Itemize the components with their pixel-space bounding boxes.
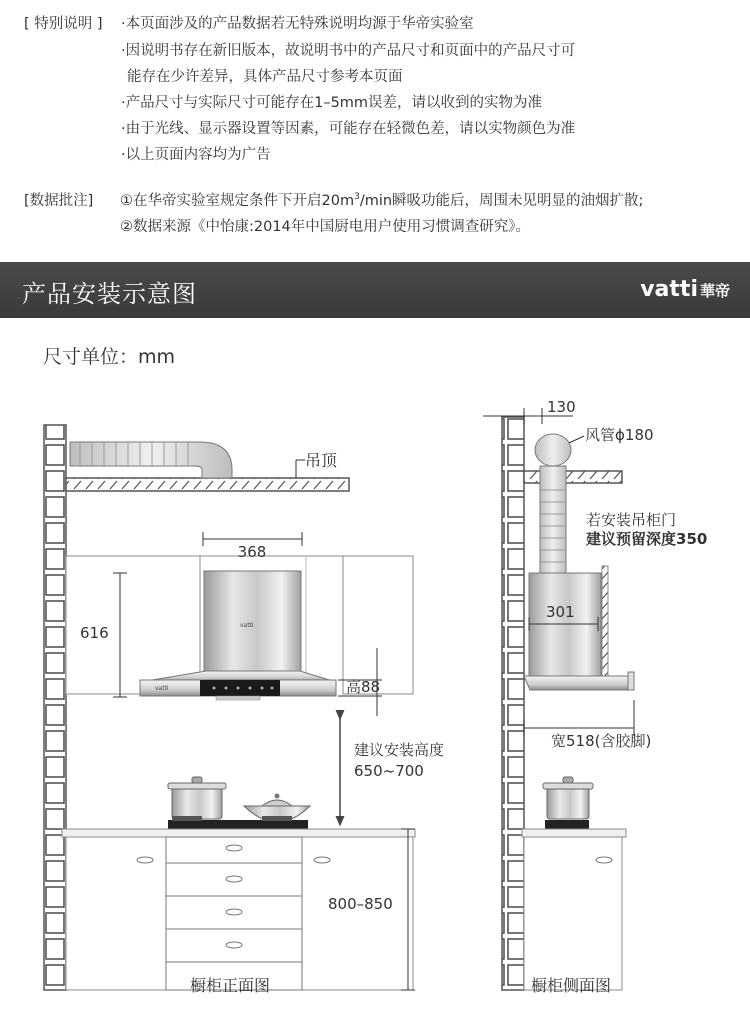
front-install-height-value: 650~700 xyxy=(354,762,424,780)
front-gas-stove xyxy=(168,820,308,829)
brand-logo-cn: 華帝 xyxy=(699,282,730,300)
side-cabinet-door-label: 若安装吊柜门 xyxy=(586,511,677,529)
side-duct-label: 风管ϕ180 xyxy=(585,426,654,444)
brand-logo-latin: vatti xyxy=(640,277,698,302)
section-banner xyxy=(0,262,750,318)
front-panel-height: 高88 xyxy=(346,678,381,696)
side-cabinet-handle xyxy=(596,857,612,863)
data-note-item-1: ①在华帝实验室规定条件下开启$20m^3/\min$瞬吸功能后，周围未见明显的油烟扩散; xyxy=(120,192,644,209)
front-hood-logo: vatti xyxy=(240,622,254,629)
side-hood-base xyxy=(524,676,632,690)
side-cabinet-door xyxy=(602,566,608,676)
side-base-width: 宽518(含胶脚) xyxy=(551,732,652,750)
front-counter-height: 800–850 xyxy=(328,895,393,913)
data-note-label: [数据批注] xyxy=(24,193,94,209)
unit-label: 尺寸单位：mm xyxy=(43,346,176,368)
front-ceiling xyxy=(66,478,349,491)
side-brick-wall xyxy=(502,417,524,990)
front-panel-logo: vatti xyxy=(155,685,169,692)
installation-diagram xyxy=(0,380,750,1020)
special-note-label: [ 特别说明 ] xyxy=(24,16,103,32)
front-pot xyxy=(168,777,226,819)
side-duct xyxy=(535,434,571,466)
front-caption: 橱柜正面图 xyxy=(189,976,271,995)
side-ceiling xyxy=(524,471,622,483)
data-note-item-2: ②数据来源《中怡康:2014年中国厨电用户使用习惯调查研究》。 xyxy=(120,219,531,235)
special-note-item-3: ·产品尺寸与实际尺寸可能存在1–5mm误差，请以收到的实物为准 xyxy=(121,95,543,111)
side-wall-offset: 130 xyxy=(547,398,576,416)
side-hood-depth: 301 xyxy=(546,603,575,621)
front-countertop xyxy=(62,829,415,837)
side-gas-stove xyxy=(545,820,589,829)
brand-logo xyxy=(640,277,730,302)
front-hood-width: 368 xyxy=(237,543,267,561)
front-brick-wall xyxy=(44,425,66,990)
side-view xyxy=(483,398,707,995)
special-note-item-4: ·由于光线、显示器设置等因素，可能存在轻微色差，请以实物颜色为准 xyxy=(121,121,576,137)
front-view xyxy=(44,425,444,995)
side-cabinet-door-depth: 建议预留深度350 xyxy=(586,530,708,548)
front-hood-height: 616 xyxy=(80,624,109,642)
side-caption: 橱柜侧面图 xyxy=(530,976,612,995)
front-control-panel xyxy=(200,680,280,696)
special-note-item-5: ·以上页面内容均为广告 xyxy=(121,147,271,163)
front-wall-cabinet-right xyxy=(343,556,413,694)
banner-title: 产品安装示意图 xyxy=(22,280,197,308)
side-countertop xyxy=(522,829,626,837)
front-install-height-label: 建议安装高度 xyxy=(354,741,445,759)
special-note-item-2-cont: 能存在少许差异，具体产品尺寸参考本页面 xyxy=(127,69,403,85)
side-pot xyxy=(543,777,593,819)
front-ceiling-label: 吊顶 xyxy=(305,451,338,470)
special-note-item-1: ·本页面涉及的产品数据若无特殊说明均源于华帝实验室 xyxy=(121,16,474,32)
special-note-item-2: ·因说明书存在新旧版本，故说明书中的产品尺寸和页面中的产品尺寸可 xyxy=(121,43,576,59)
front-flex-duct xyxy=(70,442,232,478)
